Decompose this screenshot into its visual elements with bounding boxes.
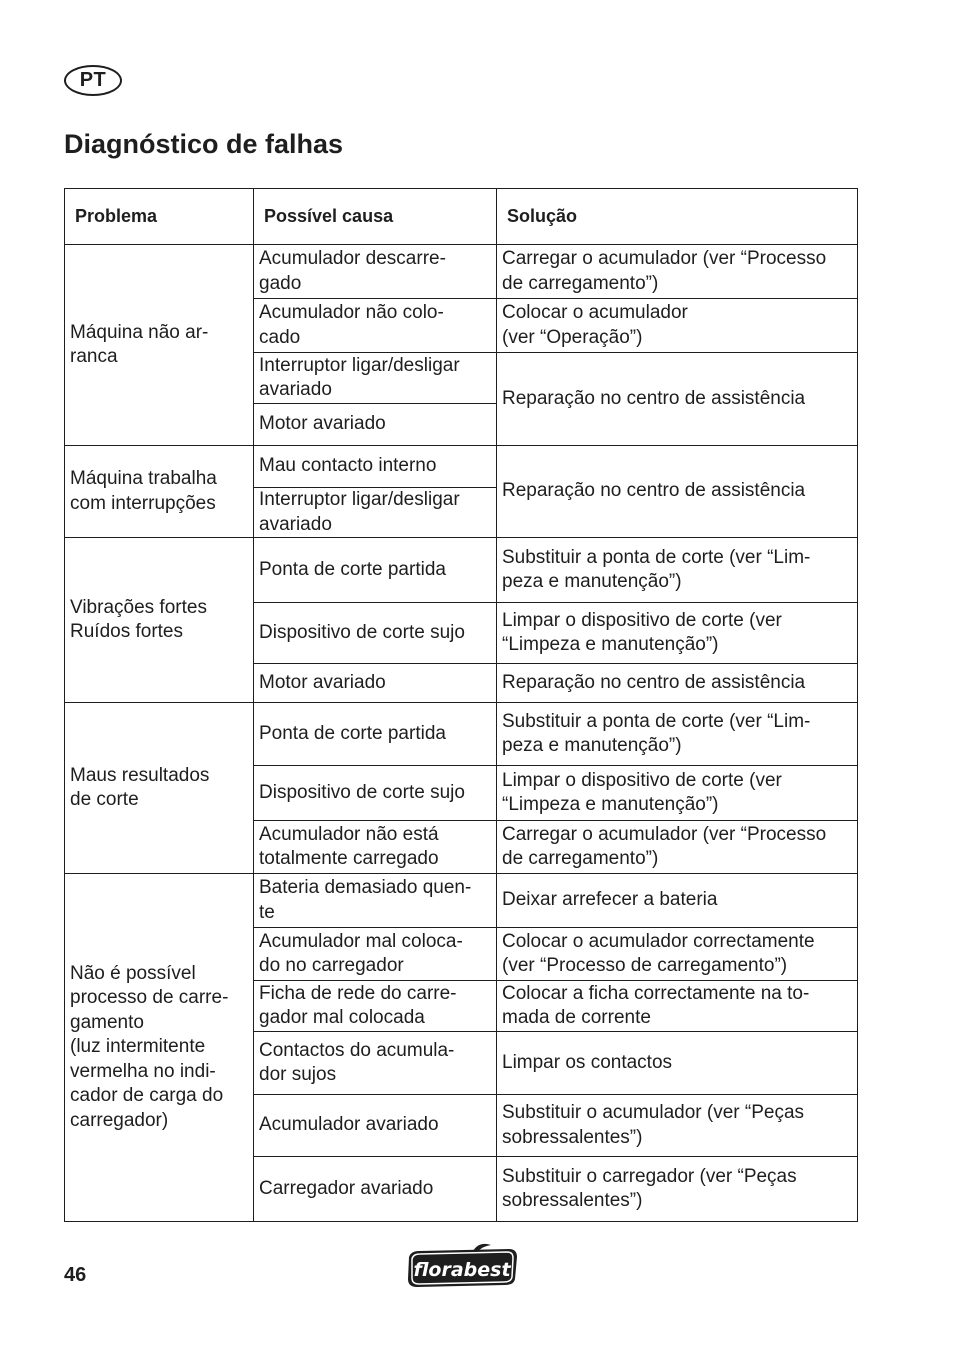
solution-cell: Limpar o dispositivo de corte (ver “Limpeza e manutenção”) xyxy=(497,766,858,821)
cause-cell: Acumulador avariado xyxy=(254,1095,497,1157)
table-row xyxy=(65,446,858,488)
column-header-solution: Solução xyxy=(497,189,858,245)
svg-text:florabest: florabest xyxy=(413,1259,511,1281)
cause-cell: Acumulador não colo- cado xyxy=(254,299,497,353)
cause-cell: Motor avariado xyxy=(254,664,497,703)
solution-cell: Colocar o acumulador correctamente (ver “Processo de carregamento”) xyxy=(497,928,858,981)
solution-cell: Reparação no centro de assistência xyxy=(497,353,858,446)
cause-cell: Acumulador não está totalmente carregado xyxy=(254,821,497,874)
cause-cell: Ponta de corte partida xyxy=(254,703,497,766)
problem-cell: Máquina não ar- ranca xyxy=(65,245,254,446)
page-number: 46 xyxy=(64,1264,87,1286)
page-title: Diagnóstico de falhas xyxy=(64,129,344,159)
solution-cell: Reparação no centro de assistência xyxy=(497,446,858,538)
cause-cell: Bateria demasiado quen- te xyxy=(254,874,497,928)
cause-cell: Interruptor ligar/desligar avariado xyxy=(254,353,497,404)
florabest-logo xyxy=(405,1243,519,1289)
solution-cell: Substituir a ponta de corte (ver “Lim- peza e manutenção”) xyxy=(497,703,858,766)
problem-cell: Não é possível processo de carre- gamento (luz intermitente vermelha no indi- cador de carga do carregador) xyxy=(65,874,254,1222)
solution-cell: Limpar o dispositivo de corte (ver “Limpeza e manutenção”) xyxy=(497,603,858,664)
solution-cell: Deixar arrefecer a bateria xyxy=(497,874,858,928)
table-row xyxy=(65,538,858,603)
column-header-cause: Possível causa xyxy=(254,189,497,245)
solution-cell: Limpar os contactos xyxy=(497,1032,858,1095)
cause-cell: Ficha de rede do carre- gador mal colocada xyxy=(254,981,497,1032)
table-row xyxy=(65,874,858,928)
troubleshooting-table xyxy=(64,188,858,1222)
problem-cell: Vibrações fortes Ruídos fortes xyxy=(65,538,254,703)
cause-cell: Dispositivo de corte sujo xyxy=(254,603,497,664)
language-badge: PT xyxy=(64,65,122,96)
solution-cell: Carregar o acumulador (ver “Processo de carregamento”) xyxy=(497,821,858,874)
solution-cell: Substituir o acumulador (ver “Peças sobressalentes”) xyxy=(497,1095,858,1157)
solution-cell: Reparação no centro de assistência xyxy=(497,664,858,703)
table-row xyxy=(65,245,858,299)
cause-cell: Acumulador descarre- gado xyxy=(254,245,497,299)
solution-cell: Colocar o acumulador (ver “Operação”) xyxy=(497,299,858,353)
problem-cell: Máquina trabalha com interrupções xyxy=(65,446,254,538)
solution-cell: Substituir o carregador (ver “Peças sobressalentes”) xyxy=(497,1157,858,1222)
cause-cell: Acumulador mal coloca- do no carregador xyxy=(254,928,497,981)
cause-cell: Motor avariado xyxy=(254,404,497,446)
cause-cell: Mau contacto interno xyxy=(254,446,497,488)
cause-cell: Interruptor ligar/desligar avariado xyxy=(254,488,497,538)
cause-cell: Dispositivo de corte sujo xyxy=(254,766,497,821)
cause-cell: Contactos do acumula- dor sujos xyxy=(254,1032,497,1095)
solution-cell: Colocar a ficha correctamente na to- mada de corrente xyxy=(497,981,858,1032)
solution-cell: Carregar o acumulador (ver “Processo de carregamento”) xyxy=(497,245,858,299)
cause-cell: Carregador avariado xyxy=(254,1157,497,1222)
cause-cell: Ponta de corte partida xyxy=(254,538,497,603)
problem-cell: Maus resultados de corte xyxy=(65,703,254,874)
column-header-problem: Problema xyxy=(65,189,254,245)
solution-cell: Substituir a ponta de corte (ver “Lim- peza e manutenção”) xyxy=(497,538,858,603)
table-row xyxy=(65,703,858,766)
table-header-row xyxy=(65,189,858,245)
